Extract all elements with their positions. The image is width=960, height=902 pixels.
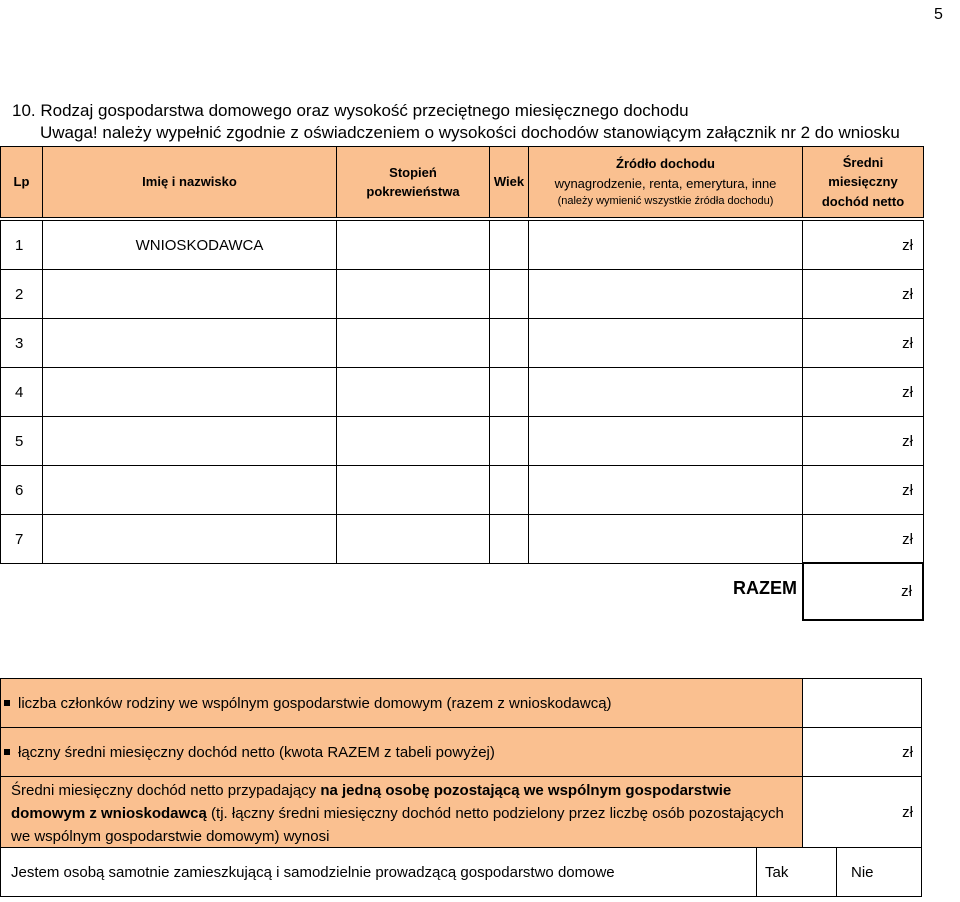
currency-label: zł <box>902 432 913 450</box>
note-prefix: Uwaga! <box>40 123 98 142</box>
row-source-field[interactable] <box>528 220 803 270</box>
per-person-text-a: Średni miesięczny dochód netto przypadający <box>11 782 321 799</box>
row-number: 6 <box>15 481 24 499</box>
row-age-field[interactable] <box>489 269 529 319</box>
single-household-row <box>0 847 757 897</box>
per-person-text-b: na jedną osobę pozostającą we wspólnym gospodarstwie <box>320 782 732 799</box>
total-income-label: łączny średni miesięczny dochód netto (kwota RAZEM z tabeli powyżej) <box>18 743 495 761</box>
bullet-icon <box>4 700 10 706</box>
row-income-field[interactable] <box>802 514 924 564</box>
per-person-row <box>0 776 803 848</box>
row-lp <box>0 318 43 368</box>
row-relation-field[interactable] <box>336 220 490 270</box>
row-source-field[interactable] <box>528 514 803 564</box>
currency-label: zł <box>902 285 913 303</box>
members-label: liczba członków rodziny we wspólnym gospodarstwie domowym (razem z wnioskodawcą) <box>18 694 612 712</box>
yes-option[interactable] <box>756 847 837 897</box>
row-name-field[interactable] <box>42 367 337 417</box>
row-lp <box>0 220 43 270</box>
row-number: 1 <box>15 236 24 254</box>
row-relation-field[interactable] <box>336 465 490 515</box>
row-lp <box>0 514 43 564</box>
header-source-line3: (należy wymienić wszystkie źródła dochodu) <box>557 195 774 208</box>
row-lp <box>0 269 43 319</box>
currency-label: zł <box>902 236 913 254</box>
row-age-field[interactable] <box>489 514 529 564</box>
row-number: 3 <box>15 334 24 352</box>
header-relation <box>336 146 490 218</box>
row-income-field[interactable] <box>802 465 924 515</box>
row-number: 2 <box>15 285 24 303</box>
row-income-field[interactable] <box>802 416 924 466</box>
row-age-field[interactable] <box>489 465 529 515</box>
row-relation-field[interactable] <box>336 514 490 564</box>
header-source <box>528 146 803 218</box>
header-income-line1: Średni <box>842 154 884 170</box>
header-source-line2: wynagrodzenie, renta, emerytura, inne <box>554 175 777 191</box>
row-lp <box>0 367 43 417</box>
total-label: RAZEM <box>733 578 797 598</box>
row-lp <box>0 465 43 515</box>
row-source-field[interactable] <box>528 318 803 368</box>
no-option[interactable] <box>836 847 922 897</box>
row-age-field[interactable] <box>489 220 529 270</box>
total-income-field[interactable] <box>802 562 924 621</box>
row-name-field[interactable] <box>42 318 337 368</box>
per-person-text-c: domowym z wnioskodawcą <box>11 805 207 822</box>
header-lp-label: Lp <box>13 174 30 190</box>
row-name-field[interactable] <box>42 416 337 466</box>
row-income-field[interactable] <box>802 269 924 319</box>
header-age <box>489 146 529 218</box>
row-source-field[interactable] <box>528 367 803 417</box>
row-source-field[interactable] <box>528 465 803 515</box>
row-source-field[interactable] <box>528 269 803 319</box>
currency-label: zł <box>902 530 913 548</box>
header-name <box>42 146 337 218</box>
page-number: 5 <box>934 6 943 23</box>
yes-label: Tak <box>765 863 789 881</box>
members-row <box>0 678 803 728</box>
per-person-text-e: we wspólnym gospodarstwie domowym) wynosi <box>11 828 330 845</box>
row-number: 5 <box>15 432 24 450</box>
header-name-label: Imię i nazwisko <box>142 174 237 190</box>
row-relation-field[interactable] <box>336 318 490 368</box>
header-relation-line2: pokrewieństwa <box>366 184 460 199</box>
total-income-currency: zł <box>902 743 913 761</box>
total-currency: zł <box>901 583 912 600</box>
row-source-field[interactable] <box>528 416 803 466</box>
row-relation-field[interactable] <box>336 416 490 466</box>
row-lp <box>0 416 43 466</box>
per-person-text-d: (tj. łączny średni miesięczny dochód netto podzielony przez liczbę osób pozostających <box>206 805 784 822</box>
row-age-field[interactable] <box>489 318 529 368</box>
header-relation-line1: Stopień <box>389 164 437 180</box>
bullet-icon <box>4 749 10 755</box>
currency-label: zł <box>902 334 913 352</box>
row-age-field[interactable] <box>489 367 529 417</box>
total-income-row <box>0 727 803 777</box>
row-name-field[interactable] <box>42 514 337 564</box>
per-person-currency: zł <box>902 803 913 821</box>
header-lp <box>0 146 43 218</box>
no-label: Nie <box>851 863 874 881</box>
note <box>40 123 900 143</box>
row-number: 7 <box>15 530 24 548</box>
row-name: WNIOSKODAWCA <box>135 236 264 254</box>
header-income <box>802 146 924 218</box>
header-source-line1: Źródło dochodu <box>616 156 715 172</box>
note-text: należy wypełnić zgodnie z oświadczeniem o wysokości dochodów stanowiącym załącznik nr 2 do wniosku <box>97 123 900 142</box>
row-name-field[interactable] <box>42 269 337 319</box>
row-income-field[interactable] <box>802 318 924 368</box>
currency-label: zł <box>902 481 913 499</box>
section-title: 10. Rodzaj gospodarstwa domowego oraz wysokość przeciętnego miesięcznego dochodu <box>12 101 689 120</box>
per-person-field[interactable] <box>802 776 922 848</box>
row-name-field[interactable] <box>42 220 337 270</box>
single-household-label: Jestem osobą samotnie zamieszkującą i samodzielnie prowadzącą gospodarstwo domowe <box>11 863 615 881</box>
currency-label: zł <box>902 383 913 401</box>
header-age-label: Wiek <box>493 174 525 190</box>
row-age-field[interactable] <box>489 416 529 466</box>
total-income-field-summary[interactable] <box>802 727 922 777</box>
row-relation-field[interactable] <box>336 367 490 417</box>
row-number: 4 <box>15 383 24 401</box>
row-income-field[interactable] <box>802 220 924 270</box>
row-relation-field[interactable] <box>336 269 490 319</box>
header-income-line2: miesięczny <box>828 174 898 190</box>
row-name-field[interactable] <box>42 465 337 515</box>
header-income-line3: dochód netto <box>821 193 905 209</box>
members-field[interactable] <box>802 678 922 728</box>
row-income-field[interactable] <box>802 367 924 417</box>
